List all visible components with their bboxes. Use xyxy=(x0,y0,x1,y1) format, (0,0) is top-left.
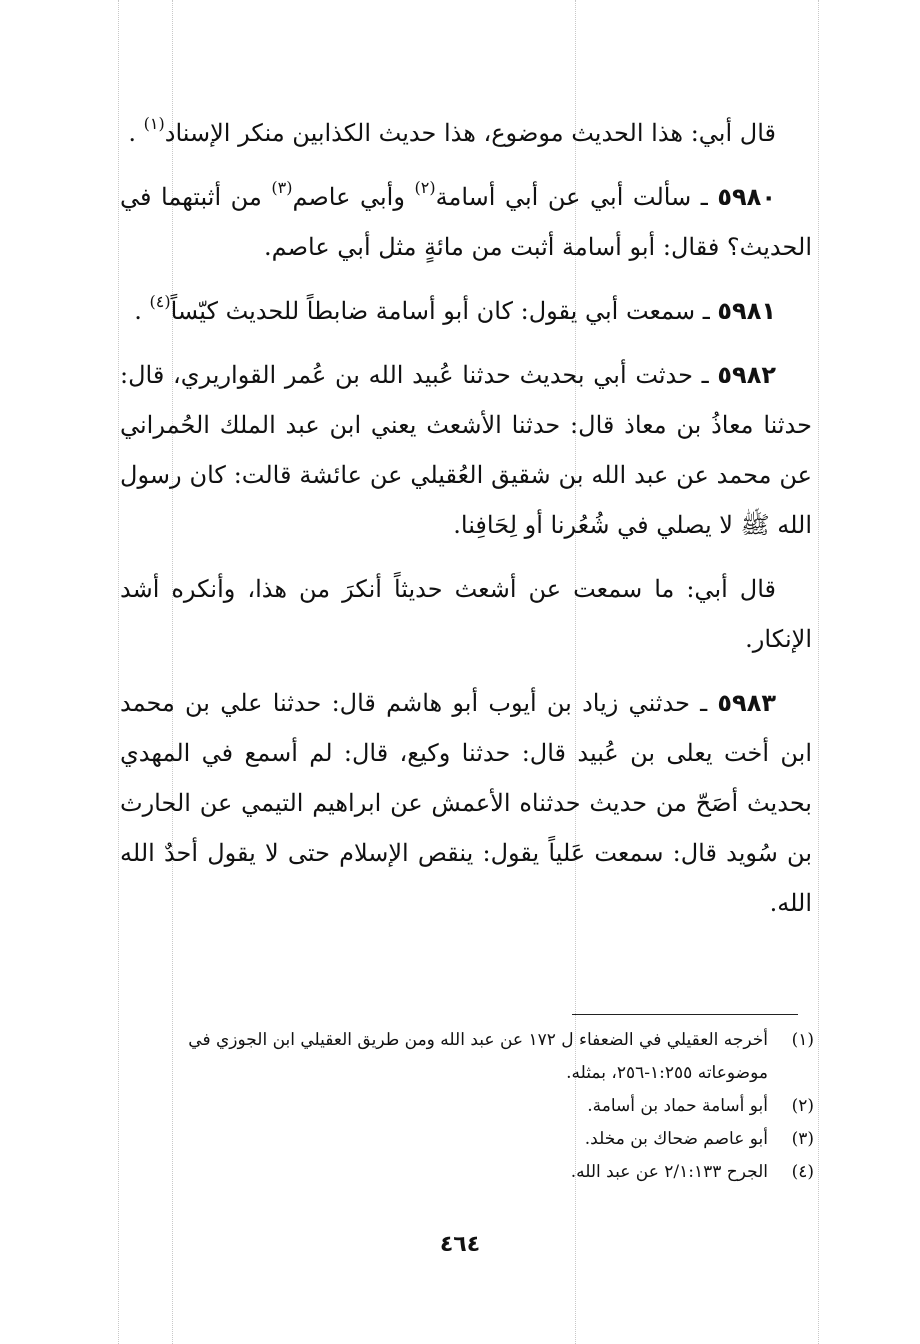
footnote-number: (١) xyxy=(791,1030,814,1050)
paragraph-text: ـ حدثني زياد بن أيوب أبو هاشم قال: حدثنا علي بن محمد ابن أخت يعلى بن عُبيد قال: حدثنا وكيع، قال: لم أسمع في المهدي بحديث أصَحّ من حديث حدثناه الأعمش عن ابراهيم التيمي عن الحارث بن سُويد قال: سمعت عَلياً يقول: ينقص الإسلام حتى لا يقول أحدٌ الله الله. xyxy=(120,689,812,917)
footnote-divider xyxy=(572,1014,798,1015)
hadith-number: ٥٩٨٢ xyxy=(717,361,776,389)
footnote-3 xyxy=(118,1123,814,1156)
footnotes xyxy=(118,1024,814,1189)
footnote-text: أبو أسامة حماد بن أسامة. xyxy=(587,1096,768,1116)
footnote-4 xyxy=(118,1156,814,1189)
paragraph-text: من أثبتهما في الحديث؟ فقال: أبو أسامة أثبت من مائةٍ مثل أبي عاصم. xyxy=(120,183,812,261)
scan-artifact xyxy=(818,0,819,1344)
paragraph-text: قال أبي: هذا الحديث موضوع، هذا حديث الكذابين منكر الإسناد xyxy=(164,119,776,147)
footnote-text: أخرجه العقيلي في الضعفاء ل ١٧٢ عن عبد الله ومن طريق العقيلي ابن الجوزي في موضوعاته ١:٢٥٥-٢٥٦، بمثله. xyxy=(188,1030,768,1083)
paragraph-abi-comment-2 xyxy=(120,564,812,664)
page-number: ٤٦٤ xyxy=(439,1232,481,1257)
paragraph-text: وأبي عاصم xyxy=(292,183,405,211)
hadith-number: ٥٩٨١ xyxy=(717,297,776,325)
paragraph-abi-comment-1 xyxy=(120,108,812,158)
footnote-ref-4: (٤) xyxy=(149,292,171,311)
footnote-number: (٤) xyxy=(791,1162,814,1182)
footnote-text: أبو عاصم ضحاك بن مخلد. xyxy=(584,1129,768,1149)
paragraph-text: ـ سمعت أبي يقول: كان أبو أسامة ضابطاً للحديث كيّساً xyxy=(170,297,710,325)
footnote-number: (٢) xyxy=(791,1096,814,1116)
hadith-number: ٥٩٨٠ xyxy=(717,183,776,211)
paragraph-text: ـ سألت أبي عن أبي أسامة xyxy=(435,183,708,211)
paragraph-5983 xyxy=(120,678,812,928)
paragraph-5980 xyxy=(120,172,812,272)
footnote-ref-1: (١) xyxy=(143,114,165,133)
hadith-number: ٥٩٨٣ xyxy=(717,689,776,717)
paragraph-text: قال أبي: ما سمعت عن أشعث حديثاً أنكرَ من هذا، وأنكره أشد الإنكار. xyxy=(120,575,812,653)
paragraph-end: . xyxy=(134,297,142,325)
footnote-text: الجرح ٢/١:١٣٣ عن عبد الله. xyxy=(570,1162,768,1182)
footnote-ref-2: (٢) xyxy=(414,178,436,197)
footnote-number: (٣) xyxy=(791,1129,814,1149)
paragraph-5981 xyxy=(120,286,812,336)
paragraph-end: . xyxy=(128,119,137,147)
paragraph-text: ـ حدثت أبي بحديث حدثنا عُبيد الله بن عُمر القواريري، قال: حدثنا معاذُ بن معاذ قال: حدثنا الأشعث يعني ابن عبد الملك الحُمراني عن محمد عن عبد الله بن شقيق العُقيلي عن عائشة قالت: كان رسول الله ﷺ لا يصلي في شُعُرنا أو لِحَافِنا. xyxy=(120,361,812,539)
footnote-2 xyxy=(118,1090,814,1123)
footnote-1 xyxy=(118,1024,814,1090)
paragraph-5982 xyxy=(120,350,812,550)
main-text xyxy=(120,108,812,942)
footnote-ref-3: (٣) xyxy=(271,178,293,197)
